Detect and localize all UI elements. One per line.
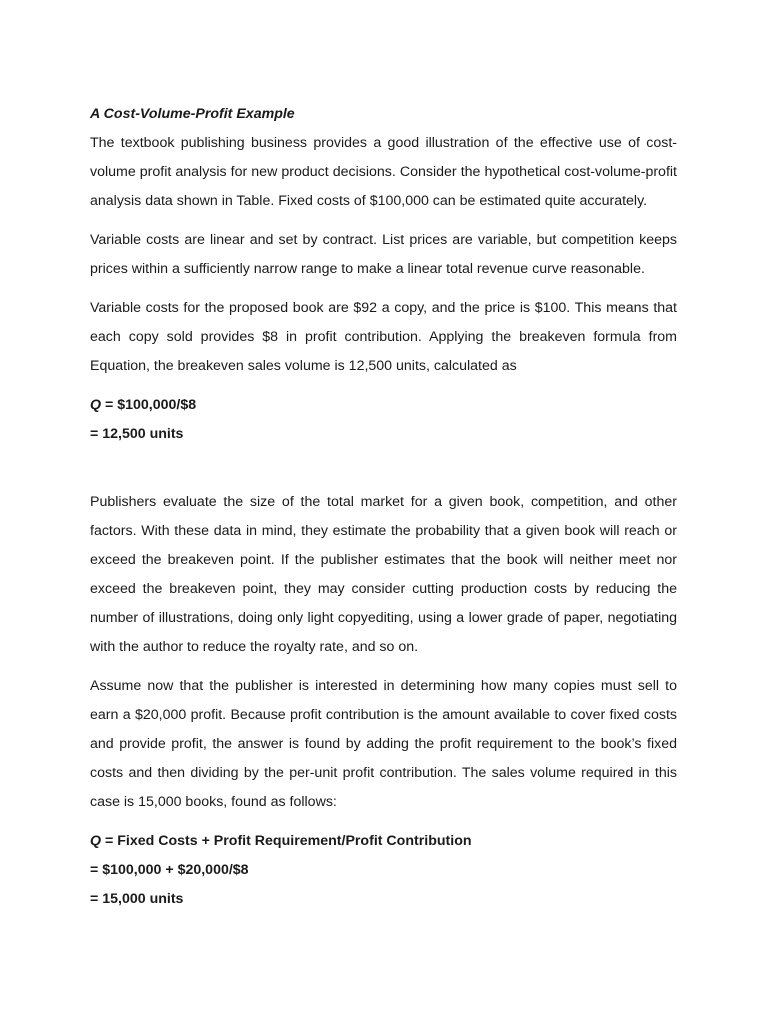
paragraph-profit-target: Assume now that the publisher is interested in determining how many copies must sell to earn a $20,000 profit. Because profit contribution is the amount available to cover fixed costs and provide profit, the answer is found by adding the profit requirement to the book’s fixed costs and then dividing by the per-unit profit contribution. The sales volume required in this case is 15,000 books, found as follows: — [90, 678, 677, 810]
blank-line — [90, 449, 677, 478]
paragraph-breakeven: Variable costs for the proposed book are $92 a copy, and the price is $100. This means that each copy sold provides $8 in profit contribution. Applying the breakeven formula from Equation, the breakeven sales volume is 12,500 units, calculated as — [90, 300, 677, 374]
paragraph-intro: The textbook publishing business provides a good illustration of the effective use of cost-volume profit analysis for new product decisions. Consider the hypothetical cost-volume-profit analysis data shown in Table. Fixed costs of $100,000 can be estimated quite accurately. — [90, 135, 677, 209]
equation-profit-line3: = 15,000 units — [90, 891, 184, 907]
equation-profit-line1: Q = Fixed Costs + Profit Requirement/Profit Contribution — [90, 833, 472, 849]
document-page — [90, 100, 677, 914]
section-heading: A Cost-Volume-Profit Example — [90, 106, 295, 122]
paragraph-variable-costs: Variable costs are linear and set by contract. List prices are variable, but competition keeps prices within a sufficiently narrow range to make a linear total revenue curve reasonable. — [90, 232, 677, 277]
equation-breakeven-line2: = 12,500 units — [90, 426, 184, 442]
equation-breakeven-line1: Q = $100,000/$8 — [90, 397, 197, 413]
paragraph-publishers: Publishers evaluate the size of the total market for a given book, competition, and other factors. With these data in mind, they estimate the probability that a given book will reach or exceed the breakeven point. If the publisher estimates that the book will neither meet nor exceed the breakeven point, they may consider cutting production costs by reducing the number of illustrations, doing only light copyediting, using a lower grade of paper, negotiating with the author to reduce the royalty rate, and so on. — [90, 494, 677, 655]
equation-variable: Q — [90, 833, 102, 849]
equation-variable: Q — [90, 397, 102, 413]
equation-profit-line2: = $100,000 + $20,000/$8 — [90, 862, 249, 878]
